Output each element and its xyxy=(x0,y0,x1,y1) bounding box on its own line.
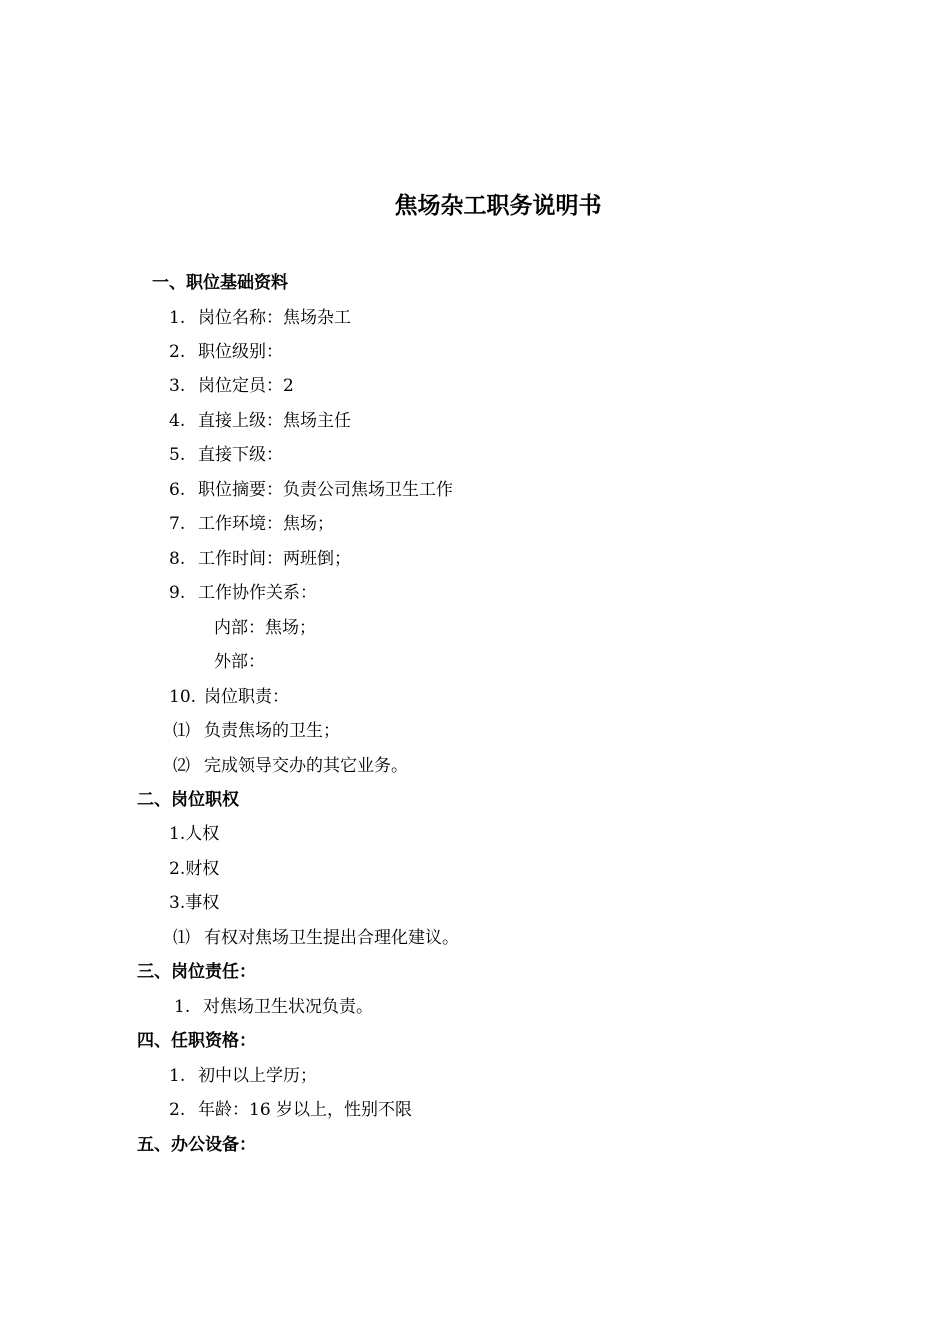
list-item: 9. 工作协作关系： xyxy=(169,583,317,603)
section-heading-equipment: 五、办公设备： xyxy=(137,1135,256,1155)
internal-relations: 内部：焦场； xyxy=(214,618,316,638)
document-title: 焦场杂工职务说明书 xyxy=(394,193,602,219)
section-heading-responsibility: 三、岗位责任： xyxy=(137,962,256,982)
list-item: 3. 岗位定员：2 xyxy=(169,376,294,396)
authority-sub-item: ⑴ 有权对焦场卫生提出合理化建议。 xyxy=(173,928,459,948)
list-item: 2. 年龄：16 岁以上，性别不限 xyxy=(169,1100,413,1120)
list-item: 1.人权 xyxy=(169,824,220,844)
list-item: 4. 直接上级：焦场主任 xyxy=(169,411,351,431)
section-heading-authority: 二、岗位职权 xyxy=(137,790,239,810)
list-item: 10. 岗位职责： xyxy=(169,687,289,707)
section-heading-basic-info: 一、职位基础资料 xyxy=(152,273,288,293)
list-item: 3.事权 xyxy=(169,893,220,913)
list-item: 5. 直接下级： xyxy=(169,445,283,465)
list-item: 1. 初中以上学历； xyxy=(169,1066,317,1086)
list-item: 7. 工作环境：焦场； xyxy=(169,514,334,534)
list-item: 1. 对焦场卫生状况负责。 xyxy=(174,997,373,1017)
list-item: 6. 职位摘要：负责公司焦场卫生工作 xyxy=(169,480,453,500)
section-heading-qualifications: 四、任职资格： xyxy=(137,1031,256,1051)
list-item: 2. 职位级别： xyxy=(169,342,283,362)
list-item: 8. 工作时间：两班倒； xyxy=(169,549,351,569)
external-relations: 外部： xyxy=(214,652,265,672)
duty-item: ⑵ 完成领导交办的其它业务。 xyxy=(173,756,408,776)
list-item: 1. 岗位名称：焦场杂工 xyxy=(169,308,351,328)
list-item: 2.财权 xyxy=(169,859,220,879)
duty-item: ⑴ 负责焦场的卫生； xyxy=(173,721,340,741)
